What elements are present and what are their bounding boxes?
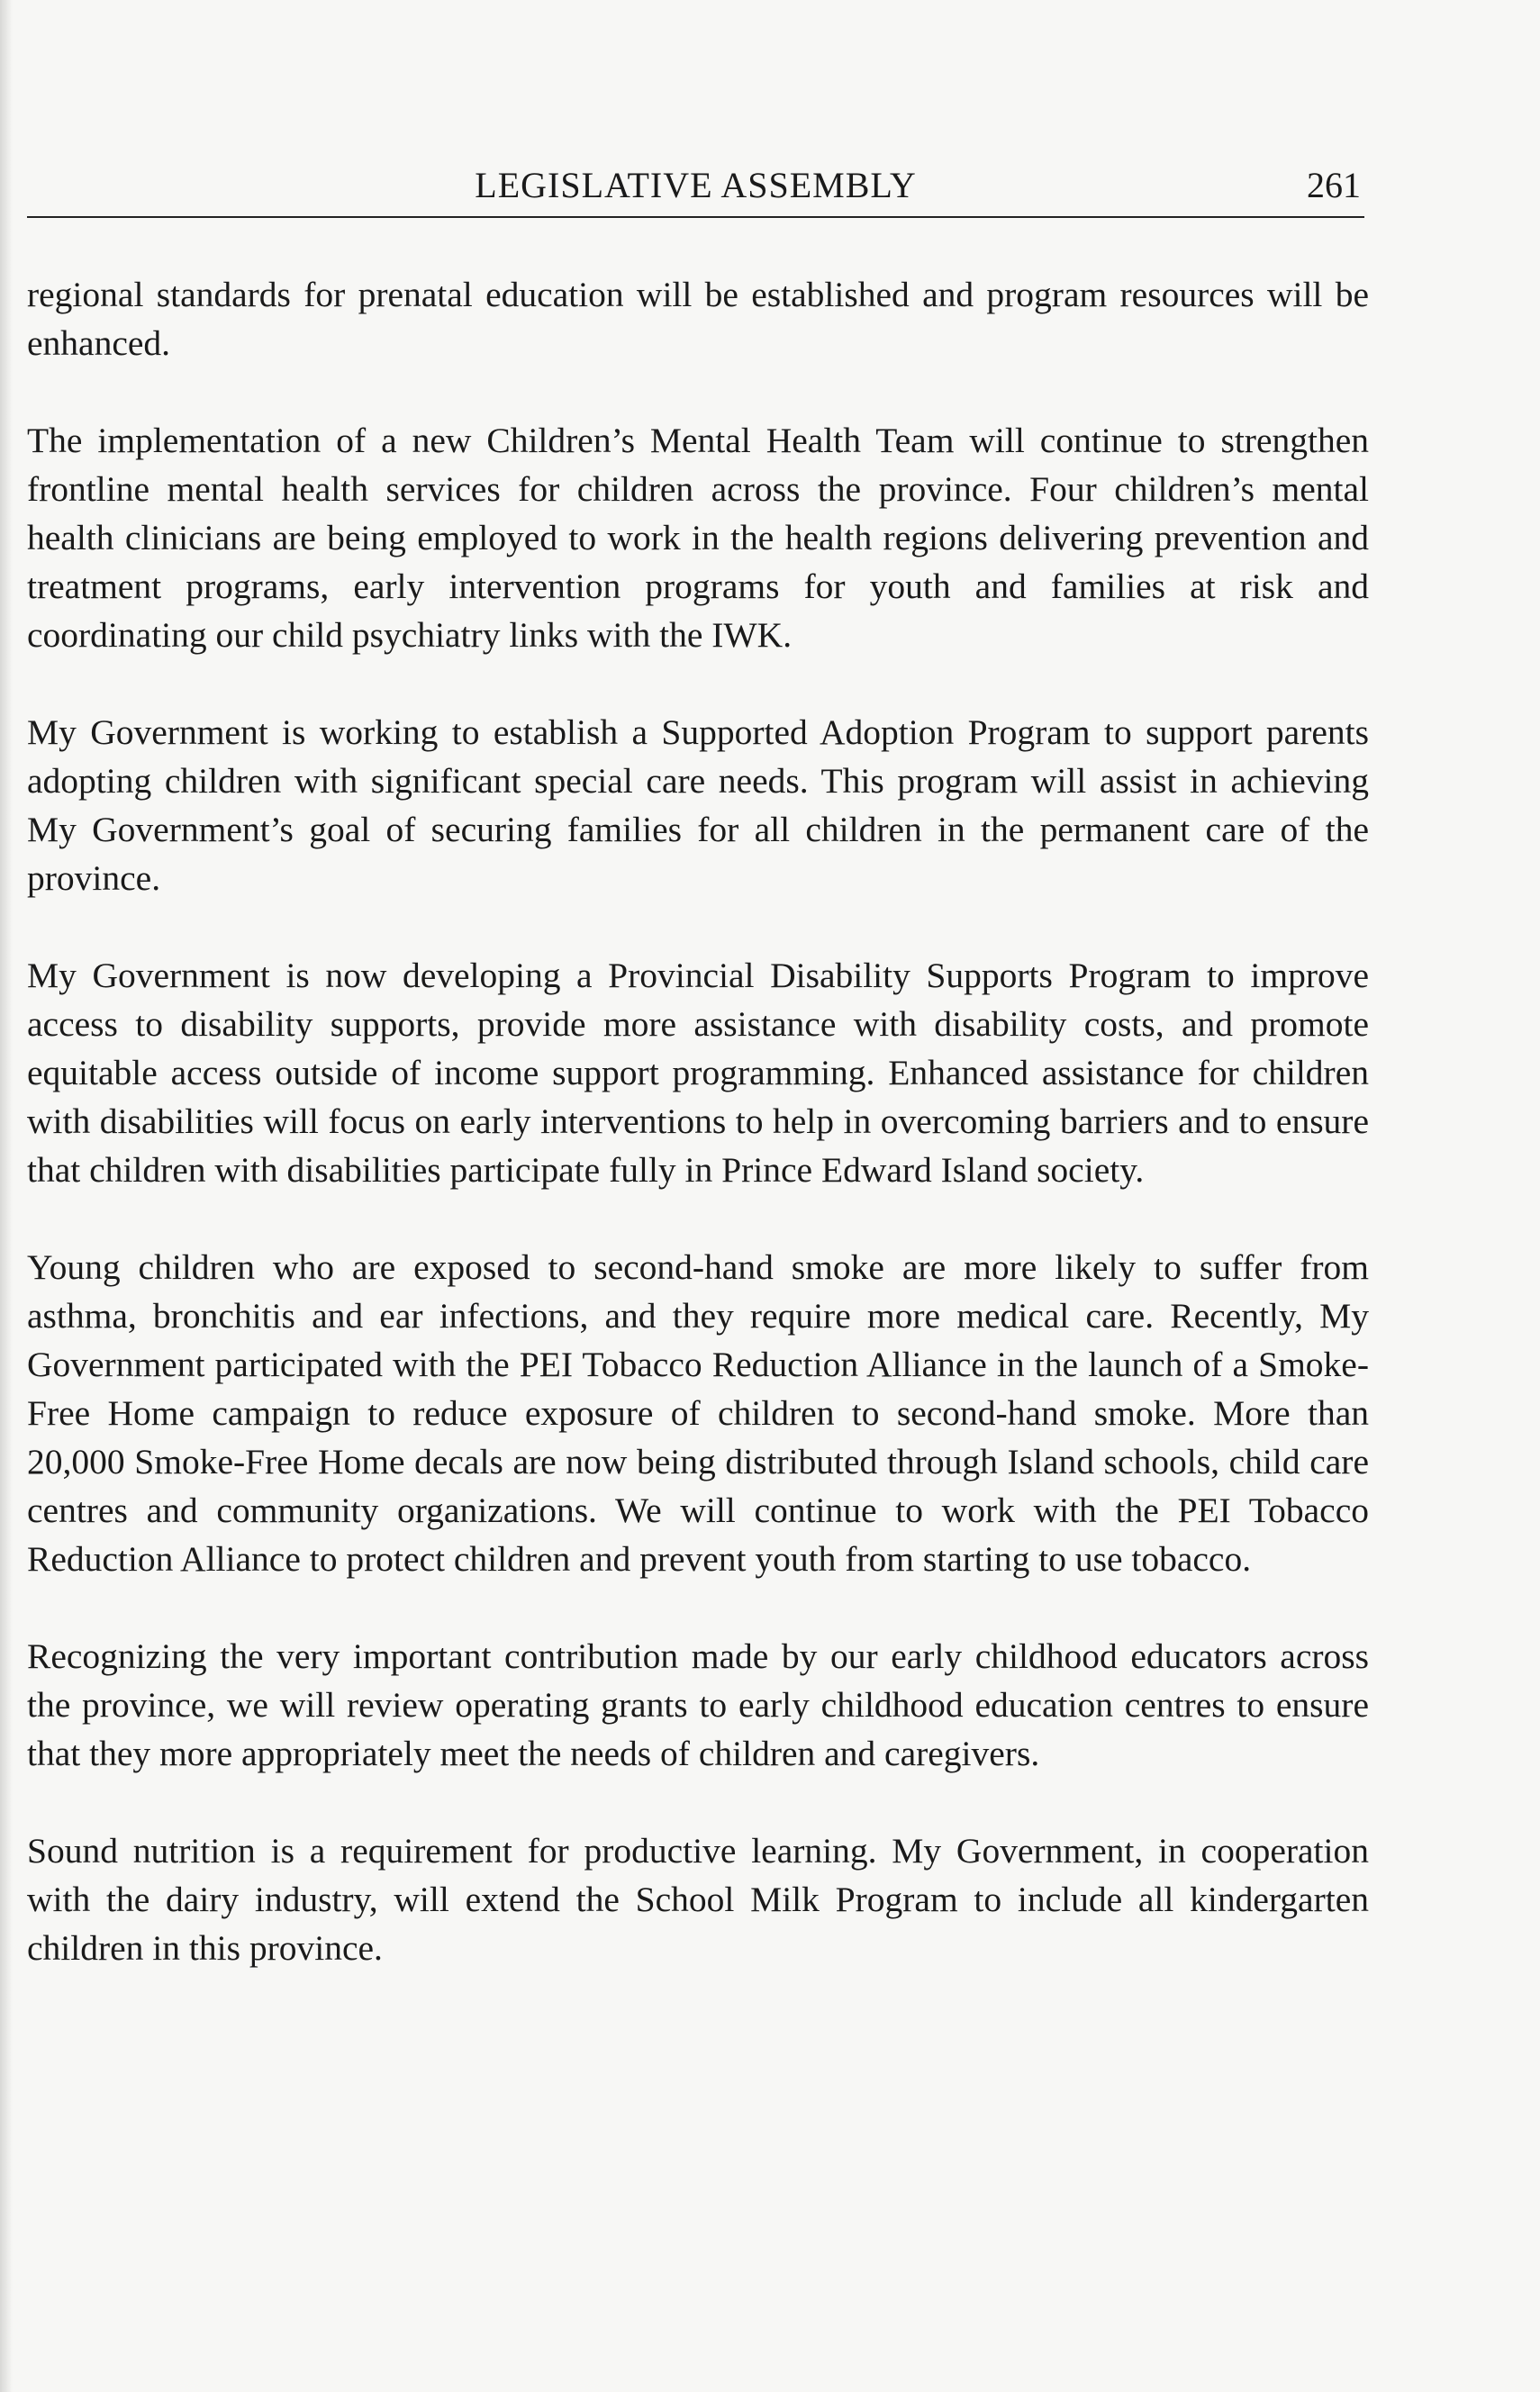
paragraph: Young children who are exposed to second-hand smoke are more likely to suffer from asthma, bronchitis and ear infections, and they require more medical care. Recently, My Government participated with the PEI Tobacco Reduction Alliance in the launch of a Smoke-Free Home campaign to reduce exposure of children to second-hand smoke. More than 20,000 Smoke-Free Home decals are now being distributed through Island schools, child care centres and community organizations. We will continue to work with the PEI Tobacco Reduction Alliance to protect children and prevent youth from starting to use tobacco. <box>27 1247 1369 1579</box>
running-header <box>27 160 1364 218</box>
paragraph: My Government is working to establish a Supported Adoption Program to support parents adopting children with significant special care needs. This program will assist in achieving My Government’s goal of securing families for all children in the permanent care of the province. <box>27 712 1369 898</box>
paragraph: Sound nutrition is a requirement for productive learning. My Government, in cooperation with the dairy industry, will extend the School Milk Program to include all kindergarten children in this province. <box>27 1831 1369 1968</box>
paragraph: regional standards for prenatal education will be established and program resources will be enhanced. <box>27 275 1369 363</box>
paragraph: My Government is now developing a Provincial Disability Supports Program to improve access to disability supports, provide more assistance with disability costs, and promote equitable access outside of income support programming. Enhanced assistance for children with disabilities will focus on early interventions to help in overcoming barriers and to ensure that children with disabilities participate fully in Prince Edward Island society. <box>27 956 1369 1190</box>
paragraph: The implementation of a new Children’s Mental Health Team will continue to strengthen frontline mental health services for children across the province. Four children’s mental health clinicians are being employed to work in the health regions delivering prevention and treatment programs, early intervention programs for youth and families at risk and coordinating our child psychiatry links with the IWK. <box>27 421 1369 655</box>
paragraph: Recognizing the very important contribution made by our early childhood educators across the province, we will review operating grants to early childhood education centres to ensure that they more appropriately meet the needs of children and caregivers. <box>27 1636 1369 1773</box>
header-title: LEGISLATIVE ASSEMBLY <box>475 165 917 205</box>
body-text <box>27 270 1369 2021</box>
page-spine-shadow <box>0 0 13 2392</box>
page-number: 261 <box>1307 165 1361 205</box>
